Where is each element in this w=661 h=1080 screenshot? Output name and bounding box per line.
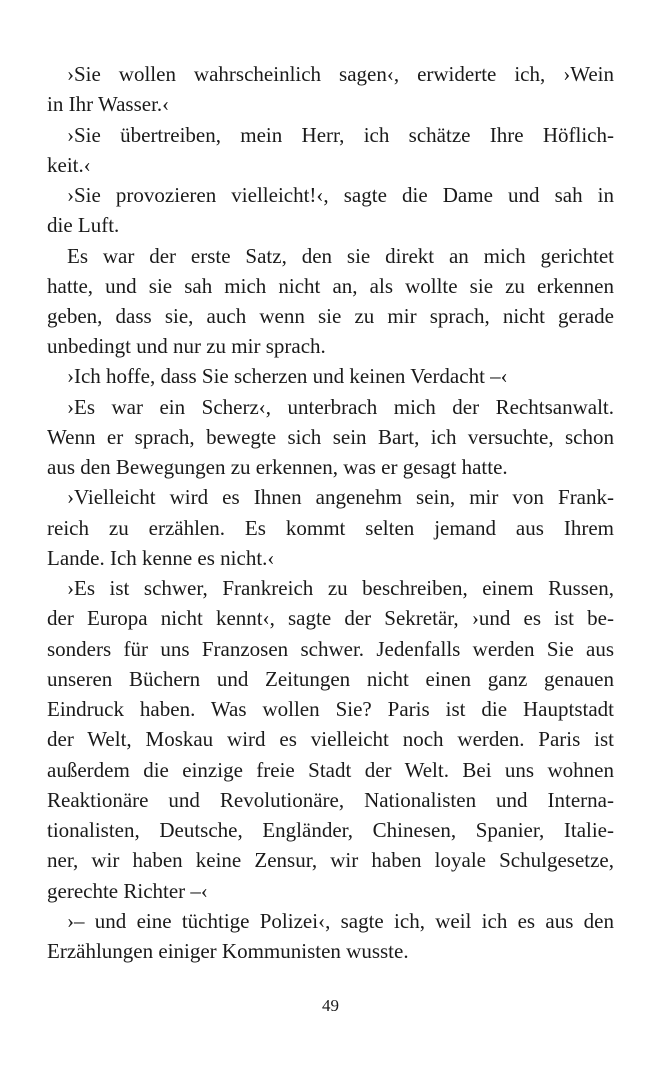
text-line: aus den Bewegungen zu erkennen, was er gesagt hatte. [47,455,508,479]
text-line: ›– und eine tüchtige Polizei‹, sagte ich, weil ich es aus den [67,909,614,933]
text-line: außerdem die einzige freie Stadt der Welt. Bei uns wohnen [47,758,614,782]
text-line: ›Sie übertreiben, mein Herr, ich schätze Ihre Höflich- [67,123,614,147]
text-line: ›Es war ein Scherz‹, unterbrach mich der Rechtsanwalt. [67,395,614,419]
text-line: ›Sie wollen wahrscheinlich sagen‹, erwiderte ich, ›Wein [67,62,614,86]
text-line: Erzählungen einiger Kommunisten wusste. [47,939,409,963]
text-line: unseren Büchern und Zeitungen nicht einen ganz genauen [47,667,614,691]
text-line: Eindruck haben. Was wollen Sie? Paris ist die Hauptstadt [47,697,614,721]
text-line: der Welt, Moskau wird es vielleicht noch werden. Paris ist [47,727,614,751]
text-line: unbedingt und nur zu mir sprach. [47,334,326,358]
text-line: ›Ich hoffe, dass Sie scherzen und keinen Verdacht –‹ [67,364,508,388]
text-line: die Luft. [47,213,120,237]
text-line: Reaktionäre und Revolutionäre, Nationalisten und Interna- [47,788,614,812]
text-line: reich zu erzählen. Es kommt selten jemand aus Ihrem [47,516,614,540]
text-line: ner, wir haben keine Zensur, wir haben loyale Schulgesetze, [47,848,614,872]
text-line: ›Sie provozieren vielleicht!‹, sagte die Dame und sah in [67,183,614,207]
page-number: 49 [322,996,339,1015]
text-line: der Europa nicht kennt‹, sagte der Sekretär, ›und es ist be- [47,606,614,630]
text-line: Lande. Ich kenne es nicht.‹ [47,546,275,570]
text-line: Wenn er sprach, bewegte sich sein Bart, ich versuchte, schon [47,425,614,449]
text-line: hatte, und sie sah mich nicht an, als wollte sie zu erkennen [47,274,614,298]
text-line: ›Vielleicht wird es Ihnen angenehm sein, mir von Frank- [67,485,614,509]
text-line: sonders für uns Franzosen schwer. Jedenfalls werden Sie aus [47,637,614,661]
text-line: tionalisten, Deutsche, Engländer, Chinesen, Spanier, Italie- [47,818,614,842]
text-line: in Ihr Wasser.‹ [47,92,170,116]
text-line: Es war der erste Satz, den sie direkt an mich gerichtet [67,244,614,268]
text-line: keit.‹ [47,153,91,177]
text-line: ›Es ist schwer, Frankreich zu beschreiben, einem Russen, [67,576,614,600]
text-line: geben, dass sie, auch wenn sie zu mir sprach, nicht gerade [47,304,614,328]
book-page [47,0,614,1080]
text-line: gerechte Richter –‹ [47,879,208,903]
